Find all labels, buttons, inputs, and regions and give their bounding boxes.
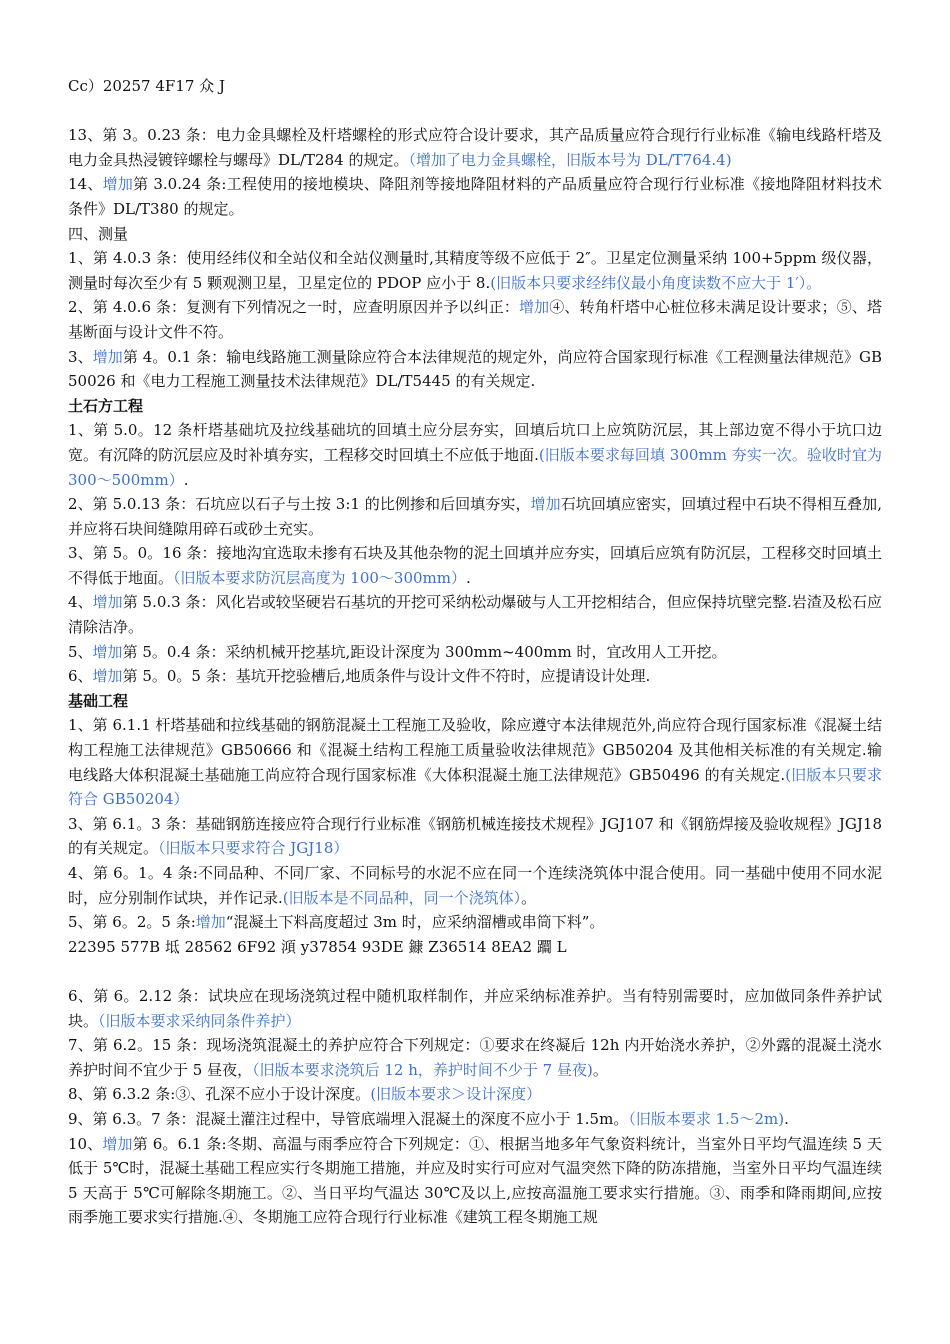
section-heading <box>68 689 882 714</box>
paragraph <box>68 664 882 689</box>
highlight-text: (旧版本只要求符合 GB50204） <box>68 765 883 809</box>
text-run: 13、第 3。0.23 条：电力金具螺栓及杆塔螺栓的形式应符合设计要求，其产品质量应符合现行行业标准《输电线路杆塔及电力金具热浸镀锌螺栓与螺母》DL/T284 的规定。 <box>68 126 882 169</box>
text-run: 5、 <box>68 642 93 661</box>
paragraph <box>68 1132 882 1230</box>
paragraph <box>68 123 882 172</box>
highlight-text: 增加 <box>102 175 134 194</box>
document-header-code: Cc）20257 4F17 众 J <box>68 77 225 95</box>
text-run: 3、 <box>68 347 93 366</box>
paragraph <box>68 713 882 811</box>
document-body <box>68 123 882 1230</box>
text-run: 10、 <box>68 1134 103 1153</box>
highlight-text: （旧版本要求采纳同条件养护） <box>98 1011 301 1030</box>
text-run: 3、第 5。0。16 条：接地沟宜选取未掺有石块及其他杂物的泥土回填并应夯实，回填后应筑有防沉层，工程移交时回填土不得低于地面。 <box>68 544 882 587</box>
text-run: 4、第 6。1。4 条:不同品种、不同厂家、不同标号的水泥不应在同一个连续浇筑体中混合使用。同一基础中使用不同水泥时，应分别制作试块，并作记录. <box>68 864 882 907</box>
paragraph <box>68 1082 882 1107</box>
text-run: 四、测量 <box>68 224 129 243</box>
blank-line <box>68 959 882 984</box>
text-run: 7、第 6.2。15 条：现场浇筑混凝土的养护应符合下列规定：①要求在终凝后 12h 内开始浇水养护，②外露的混凝土浇水养护时间不宜少于 5 昼夜， <box>68 1036 882 1079</box>
text-run: 石坑回填应密实，回填过程中石块不得相互叠加,并应将石块间缝隙用碎石或砂土充实。 <box>68 495 882 538</box>
highlight-text: （旧版本只要求符合 JGJ18） <box>158 839 349 858</box>
text-run: 。 <box>521 888 537 907</box>
highlight-text: （旧版本要求防沉层高度为 100～300mm） <box>173 568 466 587</box>
highlight-text: (旧版本只要求经纬仪最小角度读数不应大于 1′）。 <box>490 273 822 292</box>
paragraph <box>68 418 882 492</box>
highlight-text: 增加 <box>195 913 226 932</box>
blank-line <box>68 99 882 124</box>
paragraph <box>68 910 882 935</box>
paragraph <box>68 295 882 344</box>
text-run: 。 <box>592 1060 608 1079</box>
text-run: ④、转角杆塔中心桩位移未满足设计要求；⑤、塔基断面与设计文件不符。 <box>68 298 882 341</box>
highlight-text: 增加 <box>519 298 550 317</box>
text-run: 1、第 4.0.3 条：使用经纬仪和全站仪和全站仪测量时,其精度等级不应低于 2″。卫星定位测量采纳 100+5ppm 级仪器，测量时每次至少有 5 颗观测卫星，卫星定位的 PDOP 应小于 8. <box>68 249 882 292</box>
text-run: “混凝土下料高度超过 3m 时，应采纳溜槽或串筒下料”。 <box>225 913 605 932</box>
section-heading <box>68 394 882 419</box>
paragraph <box>68 590 882 639</box>
highlight-text: （旧版本要求 1.5～2m) <box>628 1109 785 1128</box>
text-run: 第 4。0.1 条：输电线路施工测量除应符合本法律规范的规定外，尚应符合国家现行标准《工程测量法律规范》GB50026 和《电力工程施工测量技术法律规范》DL/T5445 的有关规定. <box>68 347 882 391</box>
text-run: 6、 <box>68 667 93 686</box>
highlight-text: 增加 <box>92 347 123 366</box>
paragraph <box>68 541 882 590</box>
paragraph <box>68 222 882 247</box>
text-run: 第 5.0.3 条：风化岩或较坚硬岩石基坑的开挖可采纳松动爆破与人工开挖相结合，但应保持坑壁完整.岩渣及松石应清除洁净。 <box>68 593 882 637</box>
paragraph <box>68 1107 882 1132</box>
highlight-text: (旧版本是不同品种，同一个浇筑体） <box>282 888 522 907</box>
text-run: 8、第 6.3.2 条:③、孔深不应小于设计深度。 <box>68 1085 371 1104</box>
text-run: 3、第 6.1。3 条：基础钢筋连接应符合现行行业标准《钢筋机械连接技术规程》JGJ107 和《钢筋焊接及验收规程》JGJ18 的有关规定。 <box>68 814 882 858</box>
text-run: 1、第 6.1.1 杆塔基础和拉线基础的钢筋混凝土工程施工及验收，除应遵守本法律规范外,尚应符合现行国家标准《混凝土结构工程施工法律规范》GB50666 和《混凝土结构工程施工质量验收法律规范》GB50204 及其他相关标准的有关规定.输电线路大体积混凝土基础施工尚应符合现行国家标准《大体积混凝土施工法律规范》GB50496 的有关规定. <box>68 716 882 784</box>
paragraph <box>68 984 882 1033</box>
text-run: 基础工程 <box>68 691 129 710</box>
paragraph <box>68 640 882 665</box>
text-run: 2、第 5.0.13 条：石坑应以石子与土按 3:1 的比例掺和后回填夯实， <box>68 495 531 514</box>
paragraph <box>68 492 882 541</box>
highlight-text: (旧版本要求每回填 300mm 夯实一次。验收时宜为 300～500mm） <box>68 445 882 489</box>
text-run: . <box>183 470 189 489</box>
highlight-text: 增加 <box>530 495 561 514</box>
paragraph <box>68 345 882 394</box>
text-run: 5、第 6。2。5 条: <box>68 913 196 932</box>
text-run: 4、 <box>68 593 93 612</box>
highlight-text: （旧版本要求浇筑后 12 h，养护时间不少于 7 昼夜) <box>252 1060 593 1079</box>
highlight-text: 增加 <box>92 642 123 661</box>
text-run: 土石方工程 <box>68 396 144 415</box>
highlight-text: 增加 <box>92 667 123 686</box>
highlight-text: (旧版本要求＞设计深度） <box>370 1085 542 1104</box>
text-run: 9、第 6.3。7 条：混凝土灌注过程中，导管底端埋入混凝土的深度不应小于 1.5m。 <box>68 1109 629 1128</box>
paragraph <box>68 172 882 221</box>
text-run: . <box>784 1109 789 1128</box>
text-run: 第 5。0.4 条：采纳机械开挖基坑,距设计深度为 300mm~400mm 时，宜改用人工开挖。 <box>122 642 727 661</box>
text-run: 1、第 5.0。12 条杆塔基础坑及拉线基础坑的回填土应分层夯实，回填后坑口上应筑防沉层，其上部边宽不得小于坑口边宽。有沉降的防沉层应及时补填夯实，工程移交时回填土不应低于地面. <box>68 421 882 464</box>
highlight-text: 增加 <box>102 1134 133 1153</box>
paragraph <box>68 1033 882 1082</box>
text-run: 第 3.0.24 条:工程使用的接地模块、降阻剂等接地降阻材料的产品质量应符合现行行业标准《接地降阻材料技术条件》DL/T380 的规定。 <box>68 175 882 218</box>
text-run: 14、 <box>68 175 103 194</box>
paragraph <box>68 861 882 910</box>
text-run: . <box>466 568 471 587</box>
text-run: 6、第 6。2.12 条：试块应在现场浇筑过程中随机取样制作，并应采纳标准养护。当有特别需要时，应加做同条件养护试块。 <box>68 986 882 1030</box>
text-run: 第 6。6.1 条:冬期、高温与雨季应符合下列规定：①、根据当地多年气象资料统计，当室外日平均气温连续 5 天低于 5℃时，混凝土基础工程应实行冬期施工措施，并应及时实行可应对气温突然下降的防冻措施，当室外日平均气温连续 5 天高于 5℃可解除冬期施工。②、当日平均气温达 30℃及以上,应按高温施工要求实行措施。③、雨季和降雨期间,应按雨季施工要求实行措施.④、冬期施工应符合现行行业标准《建筑工程冬期施工规 <box>68 1134 882 1227</box>
paragraph <box>68 812 882 861</box>
paragraph <box>68 246 882 295</box>
document-mid-code: 22395 577B 坻 28562 6F92 澒 y37854 93DE 鏮 Z36514 8EA2 躢 L <box>68 937 567 956</box>
text-run: 2、第 4.0.6 条：复测有下列情况之一时，应查明原因并予以纠正： <box>68 298 519 317</box>
highlight-text: 增加 <box>92 593 123 612</box>
highlight-text: （增加了电力金具螺栓，旧版本号为 DL/T764.4) <box>408 150 732 169</box>
text-run: 第 5。0。5 条：基坑开挖验槽后,地质条件与设计文件不符时，应提请设计处理. <box>122 667 651 686</box>
